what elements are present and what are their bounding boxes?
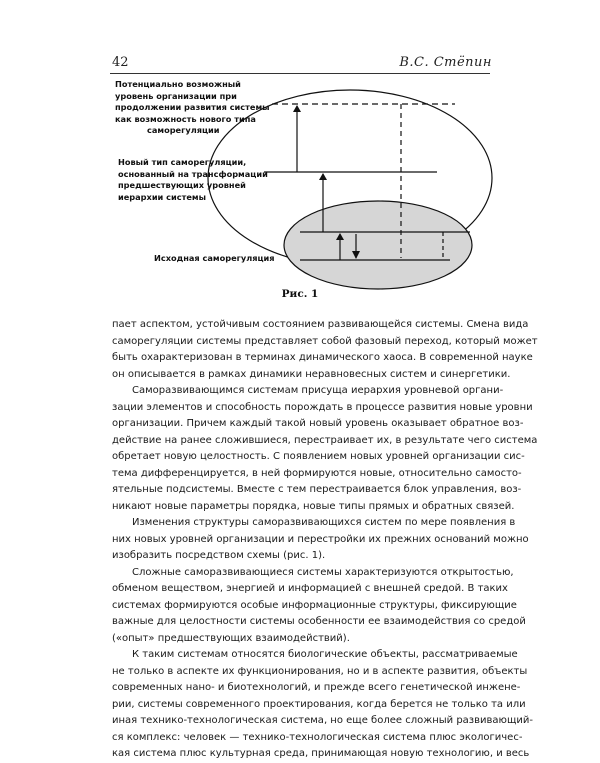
label-line: Исходная саморегуляция xyxy=(154,253,275,263)
label-line: как возможность нового типа xyxy=(115,113,256,124)
text-line: он описывается в рамках динамики неравновесных систем и синергетики. xyxy=(112,368,511,380)
label-line: иерархии системы xyxy=(118,191,206,202)
label-initial xyxy=(154,253,275,265)
text-line: изобразить посредством схемы (рис. 1). xyxy=(112,550,326,561)
label-line: предшествующих уровней xyxy=(118,180,246,191)
body-text xyxy=(112,317,538,763)
figure-caption: Рис. 1 xyxy=(281,288,319,300)
text-line: зации элементов и способность порождать в процессе развития новые уровни xyxy=(112,401,533,413)
running-head-author: В.С. Стёпин xyxy=(399,55,492,70)
text-line: не только в аспекте их функционирования, но и в аспекте развития, объекты xyxy=(112,665,528,677)
text-line: саморегуляции системы представляет собой фазовый переход, который может xyxy=(112,335,538,347)
text-line: пает аспектом, устойчивым состоянием развивающейся системы. Смена вида xyxy=(112,319,529,330)
text-line: К таким системам относятся биологические объекты, рассматриваемые xyxy=(132,649,518,660)
text-line: действие на ранее сложившиеся, перестраивает их, в результате чего система xyxy=(112,434,538,446)
label-line: продолжении развития системы xyxy=(115,102,270,113)
label-line: Новый тип саморегуляции, xyxy=(118,157,247,167)
paragraph xyxy=(112,647,533,763)
label-line: Потенциально возможный xyxy=(115,79,241,89)
text-line: рии, системы современного проектирования, когда берется не только та или xyxy=(112,698,526,710)
paragraph xyxy=(112,565,526,648)
page-number: 42 xyxy=(112,55,129,70)
label-line: уровень организации при xyxy=(115,90,237,101)
label-line: основанный на трансформации xyxy=(118,168,268,179)
text-line: («опыт» предшествующих взаимодействий). xyxy=(112,632,350,644)
text-line: быть охарактеризован в терминах динамического хаоса. В современной науке xyxy=(112,352,533,363)
text-line: тема дифференцируется, в ней формируются новые, относительно самосто- xyxy=(112,467,522,479)
text-line: Изменения структуры саморазвивающихся систем по мере появления в xyxy=(132,517,516,528)
text-line: организации. Причем каждый такой новый уровень оказывает обратное воз- xyxy=(112,418,524,429)
label-potential-level xyxy=(115,79,270,137)
label-line: саморегуляции xyxy=(147,125,220,136)
text-line: никают новые параметры порядка, новые типы прямых и обратных связей. xyxy=(112,500,515,512)
text-line: современных нано- и биотехнологий, и прежде всего генетической инжене- xyxy=(112,682,521,693)
text-line: системах формируются особые информационные структуры, фиксирующие xyxy=(112,599,517,611)
figure-diagram xyxy=(0,0,600,300)
paragraph xyxy=(112,515,529,565)
text-line: Саморазвивающимся системам присуща иерархия уровневой органи- xyxy=(132,385,504,396)
paragraph xyxy=(112,383,538,515)
text-line: кая система плюс культурная среда, принимающая новую технологию, и весь xyxy=(112,748,530,759)
text-line: иная технико-технологическая система, но еще более сложный развивающий- xyxy=(112,715,533,726)
text-line: Сложные саморазвивающиеся системы характеризуются открытостью, xyxy=(132,566,514,578)
text-line: обретает новую целостность. С появлением новых уровней организации сис- xyxy=(112,451,525,462)
text-line: ся комплекс: человек — технико-технологическая система плюс экологичес- xyxy=(112,731,523,743)
text-line: обменом веществом, энергией и информацией с внешней средой. В таких xyxy=(112,583,508,594)
text-line: важные для целостности системы особенности ее взаимодействия со средой xyxy=(112,616,526,627)
label-new-type xyxy=(118,157,268,203)
paragraph xyxy=(112,317,538,383)
text-line: них новых уровней организации и перестройки их прежних оснований можно xyxy=(112,533,529,545)
inner-ellipse xyxy=(284,201,472,289)
text-line: ятельные подсистемы. Вместе с тем перестраивается блок управления, воз- xyxy=(112,484,522,495)
